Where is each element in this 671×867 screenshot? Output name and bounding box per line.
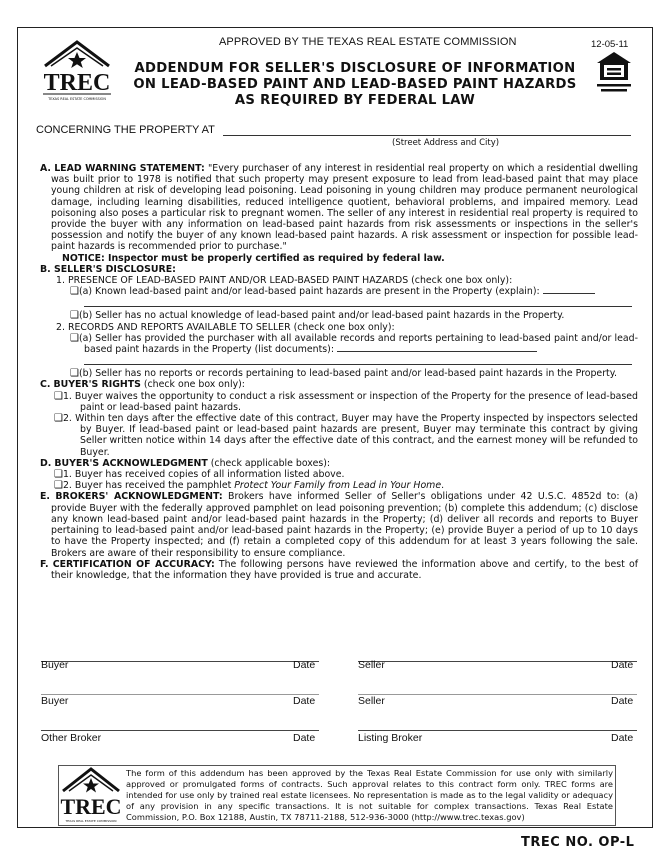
section-d-title: BUYER'S ACKNOWLEDGMENT	[54, 457, 208, 469]
seller-1-signature-line[interactable]	[358, 661, 637, 662]
listing-broker-label: Listing Broker	[358, 732, 423, 744]
buyer-1-label: Buyer	[41, 659, 69, 671]
section-e-letter: E.	[40, 491, 50, 503]
b1b-checkbox[interactable]: ❑	[70, 310, 79, 322]
seller-1-date-label: Date	[611, 659, 634, 671]
buyer-2-signature-line[interactable]	[41, 694, 319, 695]
section-f-heading: CERTIFICATION OF ACCURACY:	[52, 558, 215, 570]
form-body	[40, 163, 638, 581]
b1a-option	[40, 286, 638, 297]
section-d-heading	[40, 458, 638, 469]
other-broker-signature-line[interactable]	[41, 730, 319, 731]
b1a-explain-input-line2[interactable]	[84, 297, 632, 307]
equal-housing-icon	[593, 50, 635, 94]
buyer-2-label: Buyer	[41, 695, 69, 707]
revision-date: 12-05-11	[591, 39, 629, 50]
property-label: CONCERNING THE PROPERTY AT	[36, 124, 215, 136]
street-address-caption: (Street Address and City)	[392, 138, 500, 148]
buyer-2-date-label: Date	[293, 695, 316, 707]
section-c-letter: C.	[40, 379, 51, 391]
c1-option	[40, 391, 638, 413]
b2b-option	[40, 368, 638, 379]
section-b-heading	[40, 264, 638, 275]
d1-option	[40, 469, 638, 480]
b2-num: 2.	[56, 321, 65, 333]
section-f	[40, 559, 638, 581]
approved-by-text: APPROVED BY THE TEXAS REAL ESTATE COMMISSION	[219, 36, 517, 48]
section-a-heading: LEAD WARNING STATEMENT:	[54, 163, 205, 174]
trec-footer-logo-icon	[60, 767, 122, 825]
d1-checkbox[interactable]: ❑	[54, 469, 63, 481]
svg-text:TREC: TREC	[60, 794, 122, 819]
seller-2-signature-line[interactable]	[358, 694, 637, 695]
b2a-documents-input[interactable]	[337, 351, 537, 352]
b1-num: 1.	[56, 275, 65, 287]
c2-option	[40, 413, 638, 458]
b1b-option	[40, 310, 638, 321]
buyer-1-date-label: Date	[293, 659, 316, 671]
d2-label: 2. Buyer has received the pamphlet	[62, 480, 235, 492]
b2a-documents-input-line2[interactable]	[84, 355, 632, 365]
form-title	[120, 61, 590, 109]
b1a-checkbox[interactable]: ❑	[70, 286, 79, 298]
section-e	[40, 491, 638, 558]
listing-broker-signature-line[interactable]	[358, 730, 637, 731]
title-line-2: ON LEAD-BASED PAINT AND LEAD-BASED PAINT HAZARDS	[133, 77, 577, 92]
other-broker-date-label: Date	[293, 732, 316, 744]
section-a	[40, 163, 638, 253]
listing-broker-date-label: Date	[611, 732, 634, 744]
seller-1-label: Seller	[358, 659, 385, 671]
other-broker-label: Other Broker	[41, 732, 102, 744]
d2-checkbox[interactable]: ❑	[54, 480, 63, 492]
section-b-title: SELLER'S DISCLOSURE:	[53, 263, 176, 275]
section-d-subtitle: (check applicable boxes):	[210, 457, 331, 469]
footer-disclaimer: The form of this addendum has been approved by the Texas Real Estate Commission for use only with similarly approved or promulgated forms of contracts. Such approval relates to this contract form only. TREC forms are intended for use only by trained real estate licensees. No representation is made as to the legal validity or adequacy of any provision in any specific transactions. It is not suitable for complex transactions. Texas Real Estate Commission, P.O. Box 12188, Austin, TX 78711-2188, 512-936-3000 (http://www.trec.texas.gov)	[126, 768, 613, 822]
section-e-heading: BROKERS' ACKNOWLEDGMENT:	[55, 491, 223, 503]
buyer-1-signature-line[interactable]	[41, 661, 319, 662]
b1a-label: (a) Known lead-based paint and/or lead-based paint hazards are present in the Property (explain):	[78, 286, 540, 298]
inspector-notice: NOTICE: Inspector must be properly certified as required by federal law.	[62, 252, 445, 264]
svg-text:TEXAS REAL ESTATE COMMISSION: TEXAS REAL ESTATE COMMISSION	[65, 819, 117, 823]
section-c-title: BUYER'S RIGHTS	[53, 379, 141, 391]
certification-text: The following persons have reviewed the information above and certify, to the best of their knowledge, that the information they have provided is true and accurate.	[51, 558, 639, 581]
b2b-checkbox[interactable]: ❑	[70, 368, 79, 380]
b2a-checkbox[interactable]: ❑	[70, 332, 79, 344]
c2-label: 2. Within ten days after the effective date of this contract, Buyer may have the Property inspected by inspectors selected by Buyer. If lead-based paint or lead-based paint hazards are present, Buyer may terminate this contract by giving Seller written notice within 14 days after the effective date of this contract, and the earnest money will be refunded to Buyer.	[62, 413, 638, 458]
b1-heading	[40, 275, 638, 286]
brokers-ack-text: Brokers have informed Seller of Seller's obligations under 42 U.S.C. 4852d to: (a) provide Buyer with the federally approved pamphlet on lead poisoning prevention; (b) complete this addendum; (c) disclose any known lead-based paint and/or lead-based paint hazards in the Property; (d) deliver all records and reports to Buyer pertaining to lead-based paint and/or lead-based paint hazards in the Property; (e) provide Buyer a period of up to 10 days to have the Property inspected; and (f) retain a completed copy of this addendum for at least 3 years following the sale. Brokers are aware of their responsibility to ensure compliance.	[51, 491, 638, 559]
c2-checkbox[interactable]: ❑	[54, 413, 63, 425]
title-line-1: ADDENDUM FOR SELLER'S DISCLOSURE OF INFORMATION	[134, 61, 576, 76]
section-c-subtitle: (check one box only):	[143, 379, 245, 391]
property-address-input[interactable]	[223, 135, 631, 136]
b2-text: RECORDS AND REPORTS AVAILABLE TO SELLER (check one box only):	[67, 321, 395, 333]
section-a-letter: A.	[40, 163, 51, 174]
b2a-label: (a) Seller has provided the purchaser with all available records and reports pertaining to lead-based paint and/or lead-based paint hazards in the Property (list documents):	[78, 332, 638, 356]
d2-option	[40, 480, 638, 491]
form-number: TREC NO. OP-L	[521, 835, 635, 850]
d2-suffix: .	[441, 480, 445, 492]
section-d-letter: D.	[40, 457, 52, 469]
c1-checkbox[interactable]: ❑	[54, 390, 63, 402]
section-b-letter: B.	[40, 263, 51, 275]
b2-heading	[40, 322, 638, 333]
b1-text: PRESENCE OF LEAD-BASED PAINT AND/OR LEAD-BASED PAINT HAZARDS (check one box only):	[67, 275, 513, 287]
svg-text:TREC: TREC	[43, 70, 111, 96]
seller-2-date-label: Date	[611, 695, 634, 707]
trec-logo-icon	[41, 40, 113, 102]
b1b-label: (b) Seller has no actual knowledge of lead-based paint and/or lead-based paint hazards in the Property.	[78, 310, 565, 322]
title-line-3: AS REQUIRED BY FEDERAL LAW	[234, 93, 476, 108]
lead-warning-text: "Every purchaser of any interest in residential real property on which a residential dwelling was built prior to 1978 is notified that such property may present exposure to lead from lead-based paint that may place young children at risk of developing lead poisoning. Lead poisoning in young children may produce permanent neurological damage, including learning disabilities, reduced intelligence quotient, behavioral problems, and impaired memory. Lead poisoning also poses a particular risk to pregnant women. The seller of any interest in residential real property is required to provide the buyer with any information on lead-based paint hazards from risk assessments or inspections in the seller's possession and notify the buyer of any known lead-based paint hazards. A risk assessment or inspection for possible lead-paint hazards is recommended prior to purchase."	[51, 163, 639, 253]
seller-2-label: Seller	[358, 695, 385, 707]
c1-label: 1. Buyer waives the opportunity to conduct a risk assessment or inspection of the Property for the presence of lead-based paint or lead-based paint hazards.	[62, 390, 638, 413]
d1-label: 1. Buyer has received copies of all information listed above.	[62, 469, 345, 481]
pamphlet-title: Protect Your Family from Lead in Your Home	[234, 480, 442, 492]
section-c-heading	[40, 379, 638, 390]
b1a-explain-input[interactable]	[543, 293, 595, 294]
b2b-label: (b) Seller has no reports or records pertaining to lead-based paint and/or lead-based paint hazards in the Property.	[78, 368, 617, 380]
b2a-option	[40, 333, 638, 355]
svg-text:TEXAS REAL ESTATE COMMISSION: TEXAS REAL ESTATE COMMISSION	[48, 97, 106, 101]
section-f-letter: F.	[40, 558, 49, 570]
